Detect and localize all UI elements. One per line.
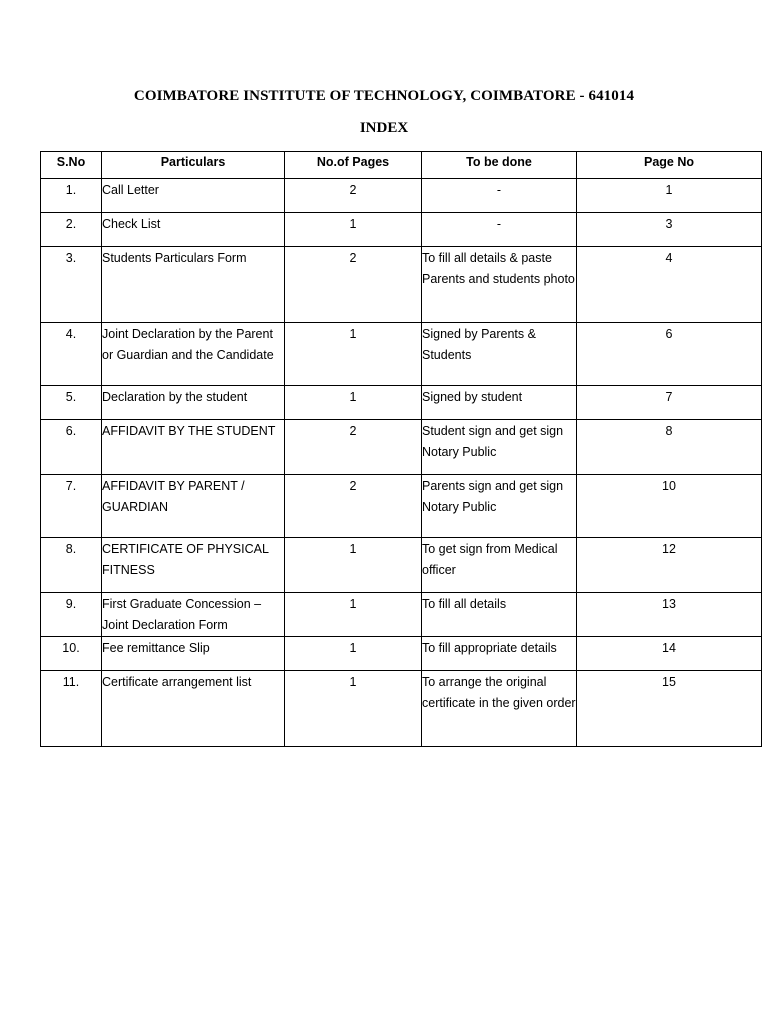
table-row <box>41 475 762 538</box>
cell-pages: 1 <box>285 323 422 386</box>
cell-pages: 1 <box>285 538 422 593</box>
cell-page-no: 8 <box>577 420 762 475</box>
cell-page-no: 14 <box>577 637 762 671</box>
column-header-pages: No.of Pages <box>285 152 422 179</box>
table-row <box>41 637 762 671</box>
cell-particulars: Certificate arrangement list <box>102 671 285 747</box>
cell-page-no: 7 <box>577 386 762 420</box>
cell-pages: 1 <box>285 213 422 247</box>
cell-to-be-done: To get sign from Medical officer <box>422 538 577 593</box>
cell-particulars: Fee remittance Slip <box>102 637 285 671</box>
cell-to-be-done: To fill all details & paste Parents and students photo <box>422 247 577 323</box>
table-row <box>41 247 762 323</box>
cell-pages: 1 <box>285 386 422 420</box>
cell-sno: 3. <box>41 247 102 323</box>
cell-to-be-done: Student sign and get sign Notary Public <box>422 420 577 475</box>
cell-sno: 8. <box>41 538 102 593</box>
cell-pages: 1 <box>285 671 422 747</box>
cell-page-no: 6 <box>577 323 762 386</box>
cell-particulars: AFFIDAVIT BY THE STUDENT <box>102 420 285 475</box>
table-row <box>41 420 762 475</box>
cell-page-no: 15 <box>577 671 762 747</box>
table-row <box>41 213 762 247</box>
cell-pages: 2 <box>285 420 422 475</box>
cell-particulars: Students Particulars Form <box>102 247 285 323</box>
column-header-page-no: Page No <box>577 152 762 179</box>
column-header-particulars: Particulars <box>102 152 285 179</box>
cell-sno: 10. <box>41 637 102 671</box>
table-row <box>41 671 762 747</box>
cell-particulars: Joint Declaration by the Parent or Guardian and the Candidate <box>102 323 285 386</box>
cell-page-no: 1 <box>577 179 762 213</box>
cell-sno: 9. <box>41 593 102 637</box>
cell-sno: 5. <box>41 386 102 420</box>
cell-to-be-done: Signed by Parents & Students <box>422 323 577 386</box>
table-row <box>41 538 762 593</box>
cell-pages: 2 <box>285 247 422 323</box>
cell-sno: 7. <box>41 475 102 538</box>
cell-sno: 4. <box>41 323 102 386</box>
cell-to-be-done: Signed by student <box>422 386 577 420</box>
cell-particulars: Declaration by the student <box>102 386 285 420</box>
cell-particulars: First Graduate Concession – Joint Declaration Form <box>102 593 285 637</box>
column-header-to-be-done: To be done <box>422 152 577 179</box>
document-title: COIMBATORE INSTITUTE OF TECHNOLOGY, COIMBATORE - 641014 <box>133 88 635 104</box>
cell-to-be-done: - <box>422 213 577 247</box>
cell-sno: 6. <box>41 420 102 475</box>
cell-page-no: 13 <box>577 593 762 637</box>
cell-pages: 1 <box>285 593 422 637</box>
cell-pages: 2 <box>285 475 422 538</box>
cell-sno: 2. <box>41 213 102 247</box>
cell-page-no: 4 <box>577 247 762 323</box>
table-header-row <box>41 152 762 179</box>
cell-pages: 1 <box>285 637 422 671</box>
cell-particulars: Check List <box>102 213 285 247</box>
cell-page-no: 3 <box>577 213 762 247</box>
cell-pages: 2 <box>285 179 422 213</box>
table-row <box>41 593 762 637</box>
cell-sno: 1. <box>41 179 102 213</box>
cell-page-no: 12 <box>577 538 762 593</box>
cell-page-no: 10 <box>577 475 762 538</box>
cell-to-be-done: To fill appropriate details <box>422 637 577 671</box>
cell-to-be-done: Parents sign and get sign Notary Public <box>422 475 577 538</box>
cell-to-be-done: To fill all details <box>422 593 577 637</box>
cell-particulars: CERTIFICATE OF PHYSICAL FITNESS <box>102 538 285 593</box>
document-subtitle: INDEX <box>359 120 409 136</box>
table-row <box>41 323 762 386</box>
table-row <box>41 179 762 213</box>
cell-particulars: AFFIDAVIT BY PARENT / GUARDIAN <box>102 475 285 538</box>
cell-sno: 11. <box>41 671 102 747</box>
index-table <box>40 151 762 747</box>
cell-to-be-done: To arrange the original certificate in the given order <box>422 671 577 747</box>
column-header-sno: S.No <box>41 152 102 179</box>
table-row <box>41 386 762 420</box>
cell-to-be-done: - <box>422 179 577 213</box>
cell-particulars: Call Letter <box>102 179 285 213</box>
